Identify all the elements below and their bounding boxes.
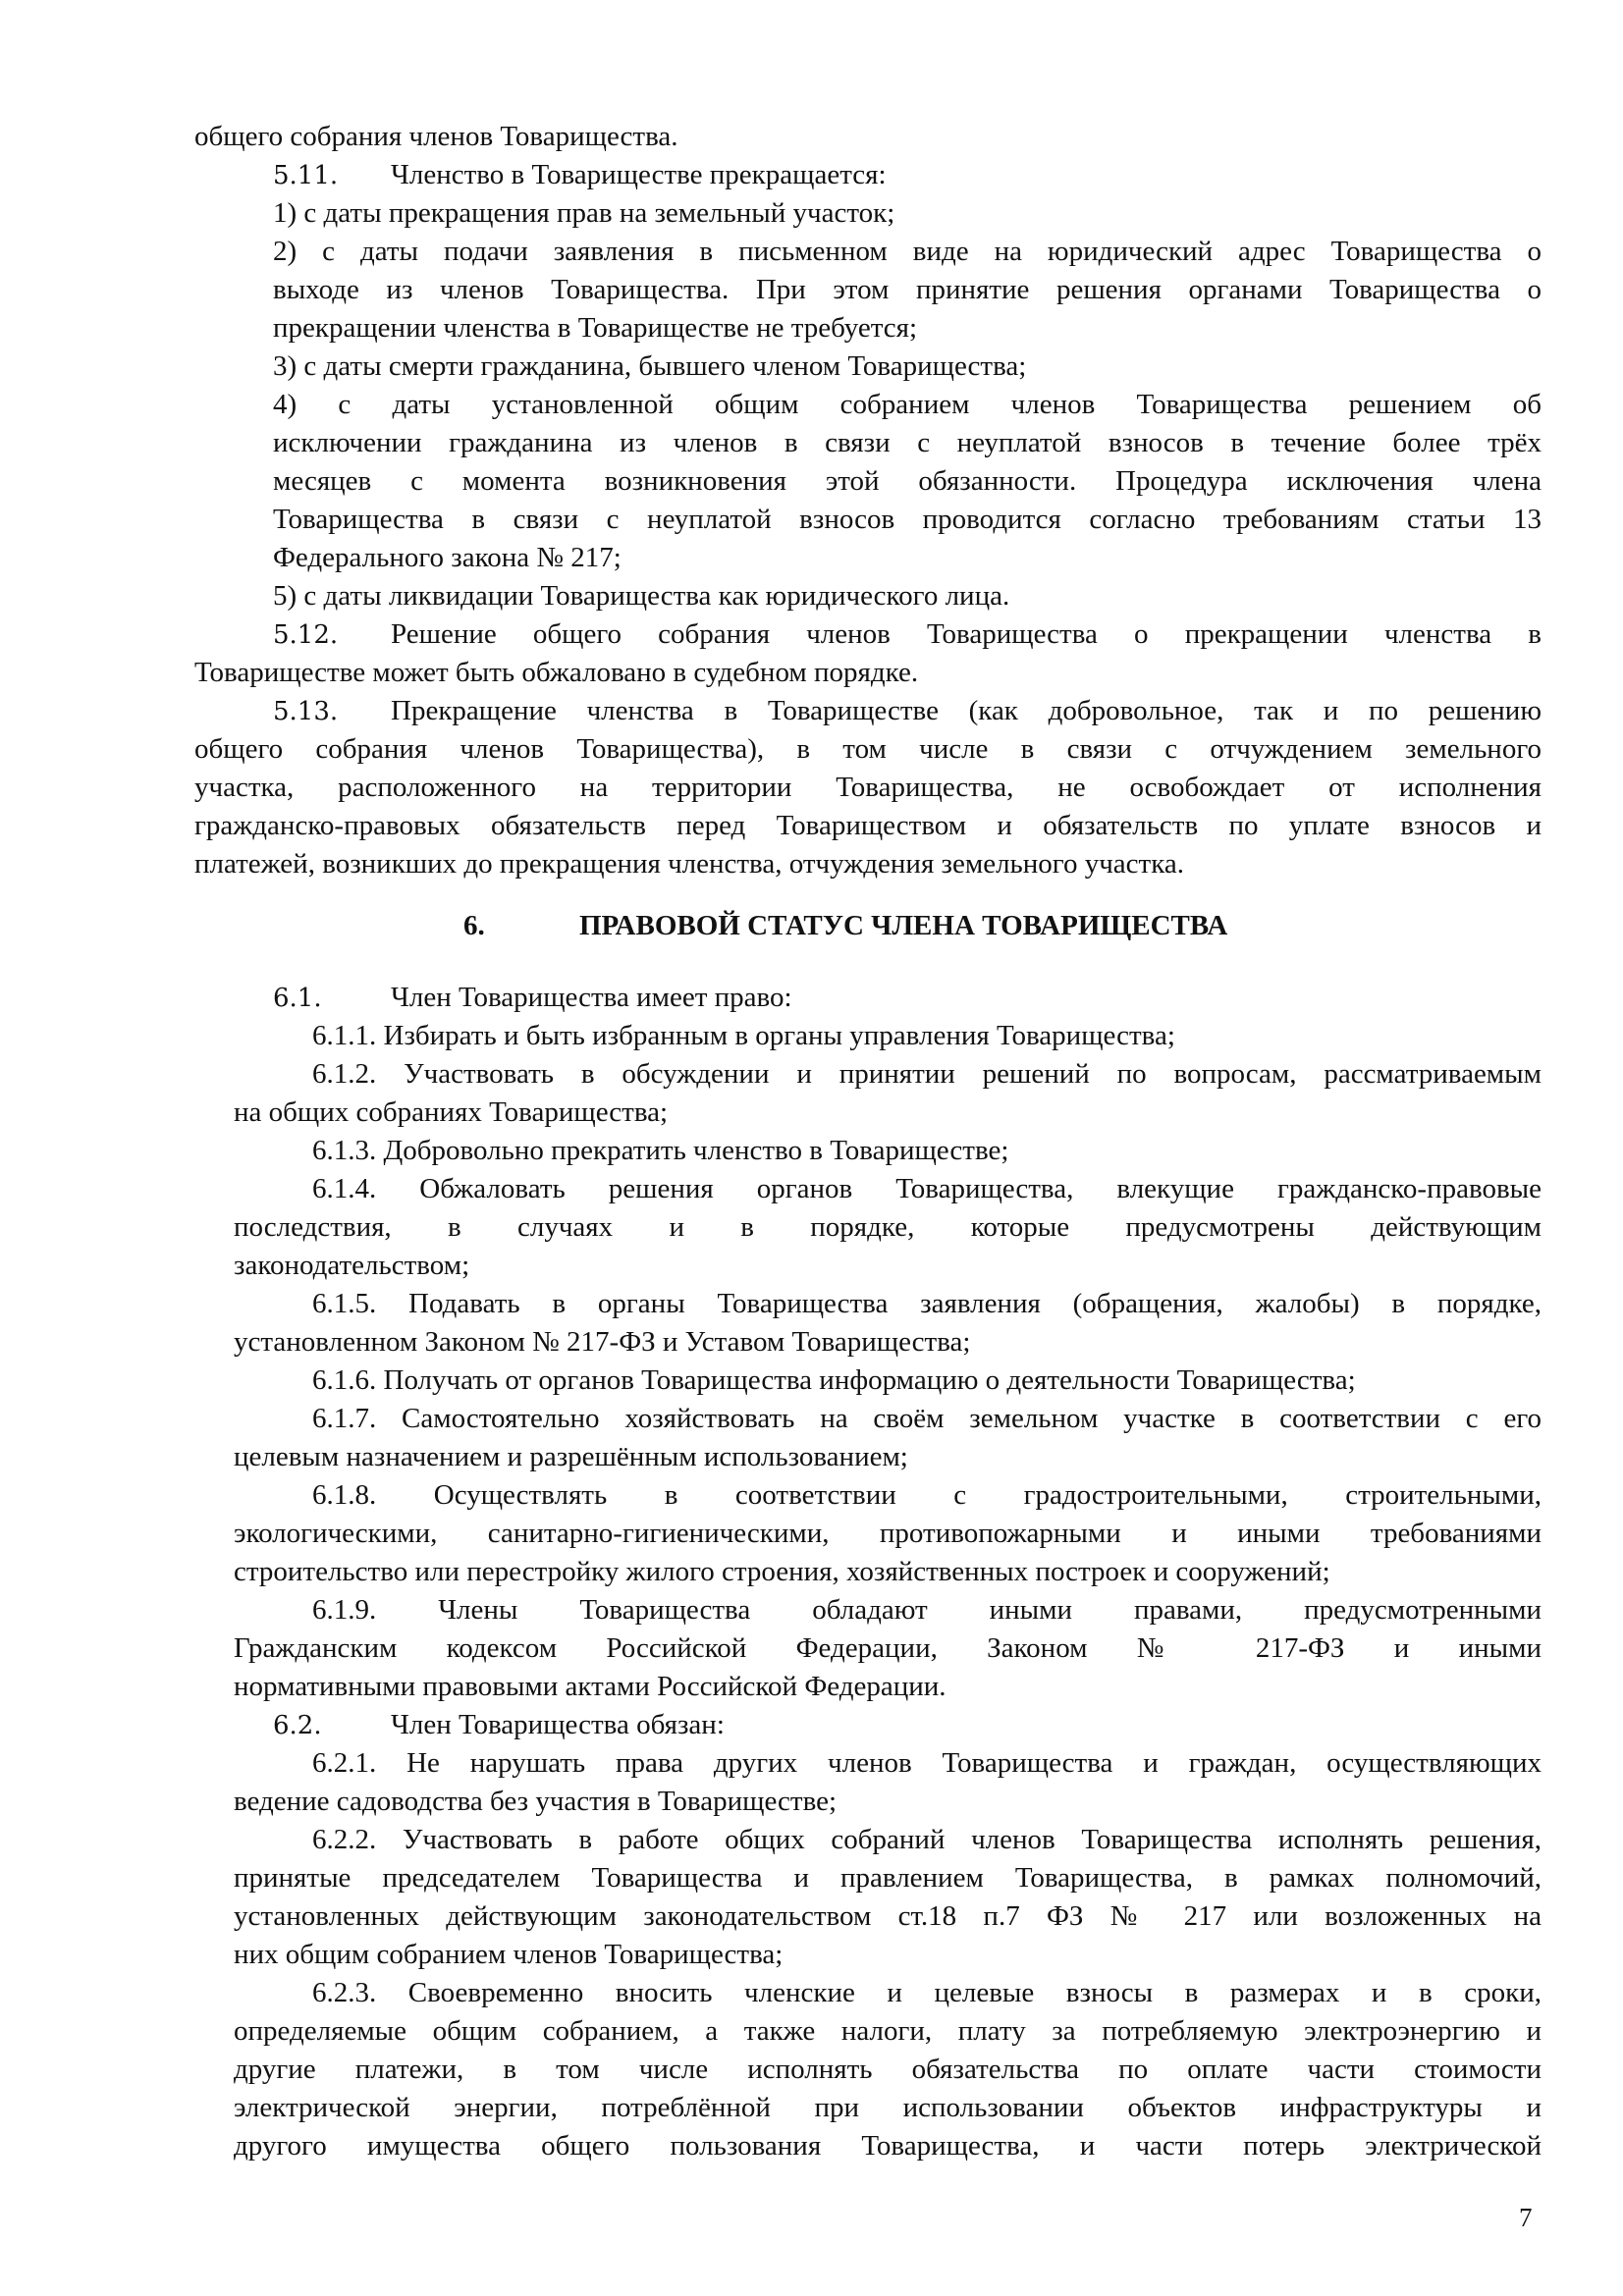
text-line: 1) с даты прекращения прав на земельный участок; <box>273 197 895 229</box>
text-line: платежей, возникших до прекращения членства, отчуждения земельного участка. <box>194 848 1184 880</box>
text-line: 4) с даты установленной общим собранием членов Товарищества решением об <box>273 389 1542 420</box>
text-line: экологическими, санитарно-гигиеническими, противопожарными и иными требованиями <box>234 1518 1542 1549</box>
section-number: 5.13. <box>273 697 339 726</box>
heading-title: ПРАВОВОЙ СТАТУС ЧЛЕНА ТОВАРИЩЕСТВА <box>579 910 1228 941</box>
subsection-6-1-2: 6.1.2. Участвовать в обсуждении и принятии решений по вопросам, рассматриваемым <box>312 1058 1542 1090</box>
text-line: гражданско-правовых обязательств перед Товариществом и обязательств по уплате взносов и <box>194 810 1542 841</box>
section-6-1 <box>273 979 792 1018</box>
text-line: установленном Законом № 217-ФЗ и Уставом Товарищества; <box>234 1326 971 1358</box>
section-text: Прекращение членства в Товариществе (как добровольное, так и по решению <box>391 695 1542 726</box>
subsection-6-2-2: 6.2.2. Участвовать в работе общих собраний членов Товарищества исполнять решения, <box>312 1824 1542 1855</box>
section-5-12 <box>273 615 1542 655</box>
text-line: месяцев с момента возникновения этой обязанности. Процедура исключения члена <box>273 465 1542 497</box>
text-line: Товариществе может быть обжаловано в судебном порядке. <box>194 657 919 688</box>
text-line: прекращении членства в Товариществе не требуется; <box>273 312 918 344</box>
section-text: Член Товарищества обязан: <box>391 1709 725 1740</box>
text-line: установленных действующим законодательством ст.18 п.7 ФЗ № 217 или возложенных на <box>234 1900 1542 1932</box>
subsection-6-1-5: 6.1.5. Подавать в органы Товарищества заявления (обращения, жалобы) в порядке, <box>312 1288 1542 1319</box>
section-text: Членство в Товариществе прекращается: <box>391 159 887 190</box>
text-line: Федерального закона № 217; <box>273 542 622 573</box>
subsection-6-2-3: 6.2.3. Своевременно вносить членские и целевые взносы в размерах и в сроки, <box>312 1977 1542 2008</box>
subsection-6-1-6: 6.1.6. Получать от органов Товарищества информацию о деятельности Товарищества; <box>312 1364 1356 1396</box>
text-line: другие платежи, в том числе исполнять обязательства по оплате части стоимости <box>234 2054 1542 2085</box>
section-5-11 <box>273 156 887 195</box>
heading-number: 6. <box>463 910 485 941</box>
subsection-6-1-7: 6.1.7. Самостоятельно хозяйствовать на своём земельном участке в соответствии с его <box>312 1403 1542 1434</box>
subsection-6-1-8: 6.1.8. Осуществлять в соответствии с градостроительными, строительными, <box>312 1479 1542 1511</box>
text-line: участка, расположенного на территории Товарищества, не освобождает от исполнения <box>194 772 1542 803</box>
text-line: Товарищества в связи с неуплатой взносов проводится согласно требованиям статьи 13 <box>273 504 1542 535</box>
text-line: целевым назначением и разрешённым использованием; <box>234 1441 908 1472</box>
text-line: 5) с даты ликвидации Товарищества как юридического лица. <box>273 580 1010 612</box>
text-line: принятые председателем Товарищества и правлением Товарищества, в рамках полномочий, <box>234 1862 1542 1894</box>
section-number: 6.2. <box>273 1711 322 1740</box>
section-text: Член Товарищества имеет право: <box>391 982 792 1013</box>
section-5-13 <box>273 692 1542 731</box>
subsection-6-2-1: 6.2.1. Не нарушать права других членов Товарищества и граждан, осуществляющих <box>312 1747 1542 1779</box>
text-line: определяемые общим собранием, а также налоги, плату за потребляемую электроэнергию и <box>234 2015 1542 2047</box>
section-6-2 <box>273 1706 725 1745</box>
page-number: 7 <box>1519 2203 1533 2232</box>
text-line: строительство или перестройку жилого строения, хозяйственных построек и сооружений; <box>234 1556 1330 1587</box>
section-heading-6 <box>463 907 1227 945</box>
section-text: Решение общего собрания членов Товарищества о прекращении членства в <box>391 618 1542 650</box>
subsection-6-1-4: 6.1.4. Обжаловать решения органов Товарищества, влекущие гражданско-правовые <box>312 1173 1542 1204</box>
text-line: электрической энергии, потреблённой при использовании объектов инфраструктуры и <box>234 2092 1542 2123</box>
text-line: выходе из членов Товарищества. При этом принятие решения органами Товарищества о <box>273 274 1542 305</box>
section-number: 5.12. <box>273 620 339 650</box>
text-line: другого имущества общего пользования Товарищества, и части потерь электрической <box>234 2130 1542 2162</box>
section-number: 6.1. <box>273 984 322 1013</box>
text-line: них общим собранием членов Товарищества; <box>234 1939 784 1970</box>
subsection-6-1-9: 6.1.9. Члены Товарищества обладают иными правами, предусмотренными <box>312 1594 1542 1626</box>
subsection-6-1-1: 6.1.1. Избирать и быть избранным в органы управления Товарищества; <box>312 1020 1175 1051</box>
text-line: исключении гражданина из членов в связи с неуплатой взносов в течение более трёх <box>273 427 1542 458</box>
text-line: законодательством; <box>234 1250 470 1281</box>
subsection-6-1-3: 6.1.3. Добровольно прекратить членство в Товариществе; <box>312 1135 1009 1166</box>
text-line: ведение садоводства без участия в Товариществе; <box>234 1786 838 1817</box>
text-line: нормативными правовыми актами Российской Федерации. <box>234 1671 947 1702</box>
text-line: последствия, в случаях и в порядке, которые предусмотрены действующим <box>234 1211 1542 1243</box>
text-line: общего собрания членов Товарищества), в том числе в связи с отчуждением земельного <box>194 733 1542 765</box>
text-line: на общих собраниях Товарищества; <box>234 1096 669 1128</box>
section-number: 5.11. <box>273 161 339 190</box>
text-line: 3) с даты смерти гражданина, бывшего членом Товарищества; <box>273 350 1027 382</box>
text-line: Гражданским кодексом Российской Федерации, Законом № 217-ФЗ и иными <box>234 1632 1542 1664</box>
text-line: 2) с даты подачи заявления в письменном виде на юридический адрес Товарищества о <box>273 236 1542 267</box>
text-line: общего собрания членов Товарищества. <box>194 121 678 152</box>
